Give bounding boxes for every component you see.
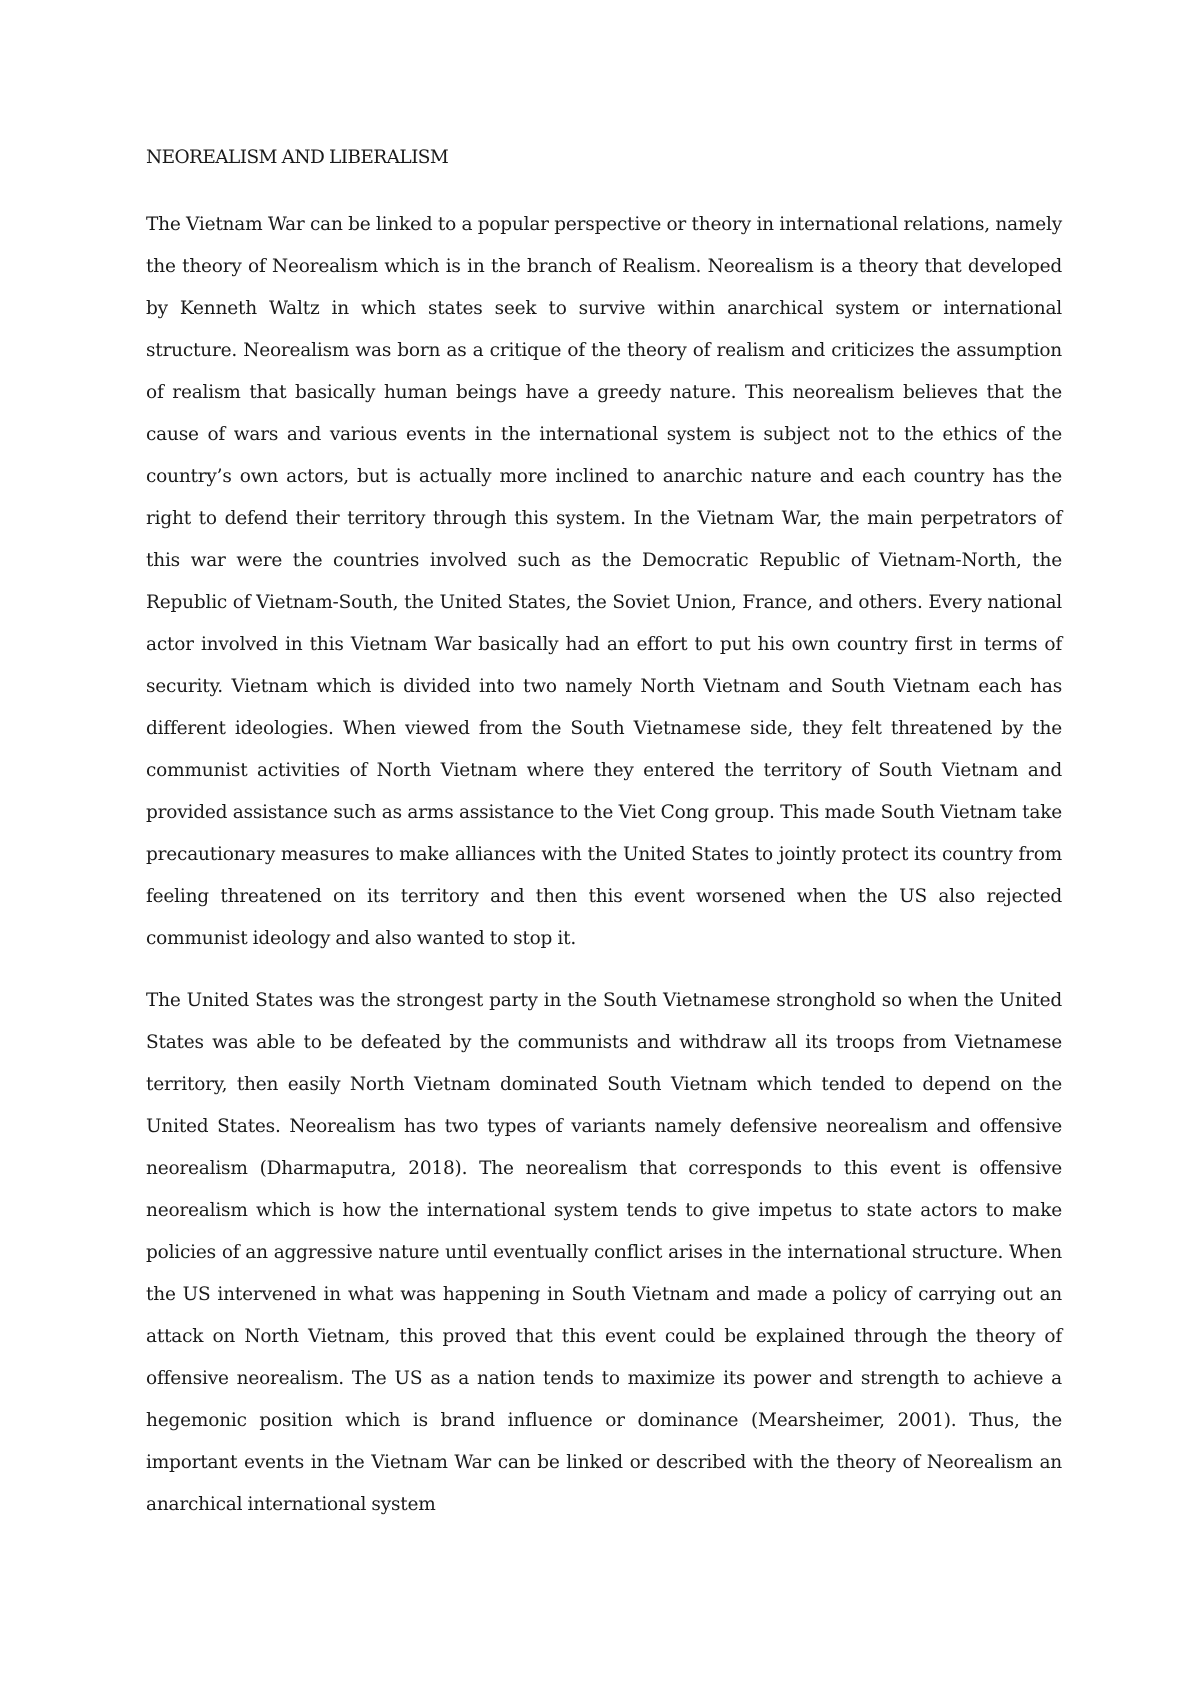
paragraph-1: The Vietnam War can be linked to a popular perspective or theory in international relations, namely the theory of Neorealism which is in the branch of Realism. Neorealism is a theory that developed by Kenneth Waltz in which states seek to survive within anarchical system or international structure. Neorealism was born as a critique of the theory of realism and criticizes the assumption of realism that basically human beings have a greedy nature. This neorealism believes that the cause of wars and various events in the international system is subject not to the ethics of the country’s own actors, but is actually more inclined to anarchic nature and each country has the right to defend their territory through this system. In the Vietnam War, the main perpetrators of this war were the countries involved such as the Democratic Republic of Vietnam-North, the Republic of Vietnam-South, the United States, the Soviet Union, France, and others. Every national actor involved in this Vietnam War basically had an effort to put his own country first in terms of security. Vietnam which is divided into two namely North Vietnam and South Vietnam each has different ideologies. When viewed from the South Vietnamese side, they felt threatened by the communist activities of North Vietnam where they entered the territory of South Vietnam and provided assistance such as arms assistance to the Viet Cong group. This made South Vietnam take precautionary measures to make alliances with the United States to jointly protect its country from feeling threatened on its territory and then this event worsened when the US also rejected communist ideology and also wanted to stop it.	[146, 214, 1062, 949]
document-body	[146, 146, 1062, 1546]
paragraph-2: The United States was the strongest party in the South Vietnamese stronghold so when the United States was able to be defeated by the communists and withdraw all its troops from Vietnamese territory, then easily North Vietnam dominated South Vietnam which tended to depend on the United States. Neorealism has two types of variants namely defensive neorealism and offensive neorealism (Dharmaputra, 2018). The neorealism that corresponds to this event is offensive neorealism which is how the international system tends to give impetus to state actors to make policies of an aggressive nature until eventually conflict arises in the international structure. When the US intervened in what was happening in South Vietnam and made a policy of carrying out an attack on North Vietnam, this proved that this event could be explained through the theory of offensive neorealism. The US as a nation tends to maximize its power and strength to achieve a hegemonic position which is brand influence or dominance (Mearsheimer, 2001). Thus, the important events in the Vietnam War can be linked or described with the theory of Neorealism an anarchical international system	[146, 990, 1062, 1515]
document-title: NEOREALISM AND LIBERALISM	[146, 147, 449, 168]
